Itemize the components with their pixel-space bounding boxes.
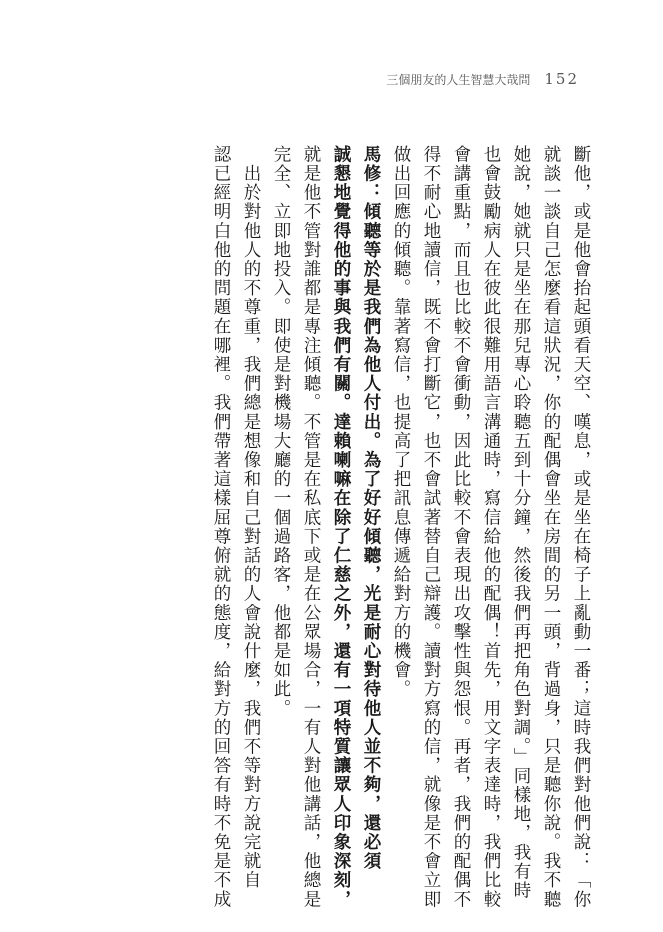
text-column: 也會鼓勵病人在彼此很難用語言溝通時，寫信給他的配偶！首先，用文字表達時，我們比較 <box>481 145 501 909</box>
text-column: 做出回應的傾聽。靠著寫信，也提高了把訊息傳遞給對方的機會。 <box>391 145 411 699</box>
text-column: 就談一談自己怎麼看這狀況，你的配偶會坐在房間的另一頭，背過身，只是聽你說。我不聽 <box>541 145 561 909</box>
book-title: 三個朋友的人生智慧大哉問 <box>386 73 531 87</box>
text-column: 誠懇地覺得他的事與我們有關。達賴喇嘛在除了仁慈之外，還有一項特質讓眾人印象深刻， <box>331 145 351 909</box>
text-column: 完全、立即地投入。即使是對機場大廳的一個過路客，他都是如此。 <box>271 145 291 718</box>
text-column: 會講重點，而且也比較不會衝動，因此比較不會表現出攻擊性與怨恨。再者，我們的配偶不 <box>451 145 471 909</box>
page-number: 152 <box>544 70 579 88</box>
running-header <box>386 70 579 88</box>
text-column: 認已經明白他的問題在哪裡。我們帶著這樣屈尊俯就的態度，給對方的回答有時不免是不成 <box>211 145 231 909</box>
text-column: 出於對他人的不尊重，我們總是想像和自己對話的人會說什麼，我們不等對方說完就自 <box>241 145 261 890</box>
text-column: 斷他，或是他會抬起頭看天空、嘆息，或是坐在椅子上亂動一番；這時我們對他們說：「你 <box>571 145 591 909</box>
text-column: 得不耐心地讀信，既不會打斷它，也不會試著替自己辯護。讀對方寫的信，就像是不會立即 <box>421 145 441 909</box>
text-column: 她說，她就只是坐在那兒專心聆聽五到十分鐘，然後我們再把角色對調。」同樣地，我有時 <box>511 145 531 901</box>
text-column: 就是他不管對誰都是專注傾聽。不管是在私底下或是在公眾場合，一有人對他講話，他總是 <box>301 145 321 909</box>
speaker-column: 馬修：傾聽等於是我們為他人付出。為了好好傾聽，光是耐心對待他人並不夠，還必須 <box>361 145 381 871</box>
